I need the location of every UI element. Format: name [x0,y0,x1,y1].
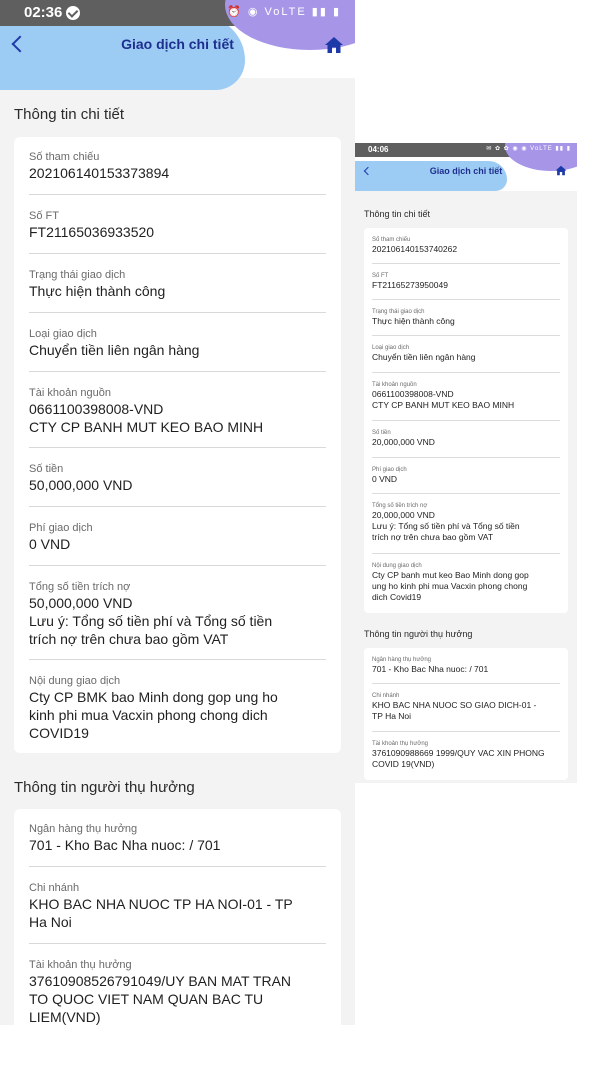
field-value: 0 VND [372,474,398,484]
divider [372,420,560,421]
details-card [14,137,341,753]
field-bank [372,656,560,675]
divider [372,553,560,554]
field-branch [372,692,560,722]
field-label: Ngân hàng thụ hưởng [29,823,138,835]
field-value: 701 - Kho Bac Nha nuoc: / 701 [372,664,489,674]
field-label: Số tiền [372,430,391,436]
field-label: Loại giao dịch [372,345,410,351]
field-value: 0661100398008-VND CTY CP BANH MUT KEO BAO MINH [372,389,515,410]
divider [372,263,560,264]
field-beneficiary-account [29,958,326,1025]
divider [29,866,326,867]
field-reference [29,150,326,182]
field-label: Trạng thái giao dịch [372,309,425,315]
divider [29,253,326,254]
details-card [364,228,568,613]
divider [372,299,560,300]
field-value: 701 - Kho Bac Nha nuoc: / 701 [29,837,221,853]
status-icons: ✉ ✿ ✿ ◉ ◉ VoLTE ▮▮ ▮ [486,146,571,152]
field-value: 202106140153740262 [372,244,458,254]
page-title: Giao dịch chi tiết [121,36,234,52]
field-value: 0 VND [29,536,71,552]
secondary-screenshot [355,143,577,783]
field-value: KHO BAC NHA NUOC SO GIAO DICH-01 - TP Ha Noi [372,700,537,721]
field-label: Tài khoản nguồn [29,387,111,399]
status-bar [0,0,355,26]
field-ft [372,272,560,291]
divider [372,493,560,494]
field-value: Thực hiện thành công [29,283,166,299]
field-status [29,268,326,300]
divider [372,683,560,684]
field-label: Tổng số tiền trích nợ [372,503,428,509]
field-total-debit [29,580,326,648]
field-beneficiary-account [372,740,560,770]
field-total-debit [372,502,560,543]
divider [29,565,326,566]
field-label: Nội dung giao dịch [372,563,422,569]
page-title: Giao dịch chi tiết [429,166,503,176]
field-value: Cty CP banh mut keo Bao Minh dong gop ung ho kinh phi mua Vacxin phong chong dich Covid19 [372,570,529,602]
divider [29,371,326,372]
check-circle-icon [66,6,80,20]
home-icon[interactable] [555,165,567,176]
field-value: 50,000,000 VND Lưu ý: Tổng số tiền phí và Tổng số tiền trích nợ trên chưa bao gồm VAT [29,595,273,647]
section-title-beneficiary: Thông tin người thụ hưởng [14,779,195,796]
field-label: Số FT [372,273,389,279]
field-label: Chi nhánh [29,882,80,894]
field-amount [372,429,560,448]
home-icon[interactable] [324,36,344,54]
field-status [372,308,560,327]
section-title-details: Thông tin chi tiết [14,106,125,123]
section-title-details: Thông tin chi tiết [364,209,431,219]
divider [29,659,326,660]
field-value: 20,000,000 VND Lưu ý: Tổng số tiền phí và Tổng số tiền trích nợ trên chưa bao gồm VAT [372,510,520,542]
divider [29,447,326,448]
header-decoration-blue [0,16,245,90]
field-label: Chi nhánh [372,693,400,699]
field-label: Số tiền [29,463,64,475]
divider [29,312,326,313]
field-branch [29,881,326,931]
field-label: Số tham chiếu [372,237,411,243]
field-value: KHO BAC NHA NUOC TP HA NOI-01 - TP Ha Noi [29,896,293,930]
field-value: 0661100398008-VND CTY CP BANH MUT KEO BAO MINH [29,401,264,435]
status-time: 02:36 [24,4,63,21]
field-description [29,674,326,742]
field-amount [29,462,326,494]
field-bank [29,822,326,854]
section-title-beneficiary: Thông tin người thụ hưởng [364,629,473,639]
field-value: 50,000,000 VND [29,477,133,493]
field-ft [29,209,326,241]
field-label: Số tham chiếu [29,151,100,163]
divider [372,731,560,732]
field-label: Nội dung giao dịch [29,675,121,687]
status-bar [355,143,577,157]
field-label: Tài khoản nguồn [372,382,417,388]
divider [29,506,326,507]
field-value: Chuyển tiền liên ngân hàng [372,352,476,362]
field-value: Thực hiện thành công [372,316,455,326]
field-source-account [29,386,326,436]
field-fee [29,521,326,553]
divider [372,335,560,336]
field-label: Tài khoản thụ hưởng [29,959,132,971]
field-value: 202106140153373894 [29,165,170,181]
status-time: 04:06 [368,145,389,154]
field-value: FT21165036933520 [29,224,155,240]
field-label: Tài khoản thụ hưởng [372,741,428,747]
field-value: FT21165273950049 [372,280,448,290]
field-label: Loại giao dịch [29,328,97,340]
field-source-account [372,381,560,411]
field-value: 37610908526791049/UY BAN MAT TRAN TO QUOC VIET NAM QUAN BAC TU LIEM(VND) [29,973,292,1025]
field-type [372,344,560,363]
field-label: Ngân hàng thụ hưởng [372,657,431,663]
field-type [29,327,326,359]
status-icons: ⏰ ◉ VoLTE ▮▮ ▮ [227,6,341,18]
field-label: Tổng số tiền trích nợ [29,581,131,593]
field-value: 20,000,000 VND [372,437,435,447]
field-value: Chuyển tiền liên ngân hàng [29,342,200,358]
field-label: Phí giao dịch [372,467,407,473]
divider [372,457,560,458]
beneficiary-card [364,648,568,780]
field-label: Phí giao dịch [29,522,93,534]
field-value: 3761090988669 1999/QUY VAC XIN PHONG COVID 19(VND) [372,748,545,769]
divider [29,194,326,195]
field-description [372,562,560,603]
field-value: Cty CP BMK bao Minh dong gop ung ho kinh phi mua Vacxin phong chong dich COVID19 [29,689,278,741]
field-reference [372,236,560,255]
field-fee [372,466,560,485]
field-label: Số FT [29,210,59,222]
divider [372,372,560,373]
field-label: Trạng thái giao dịch [29,269,126,281]
divider [29,943,326,944]
beneficiary-card [14,809,341,1025]
